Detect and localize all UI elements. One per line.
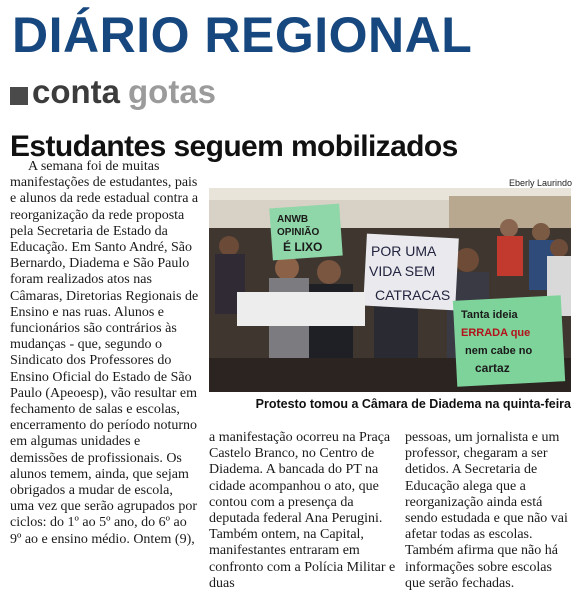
sign2-line-1: POR UMA: [371, 243, 437, 259]
section-label: [10, 70, 216, 114]
sign3-line-1: Tanta ideia: [461, 309, 518, 321]
section-word-1: conta: [32, 73, 121, 110]
article-column-2: a manifestação ocorreu na Praça Castelo Branco, no Centro de Diadema. A bancada do PT na cidade acompanhou o ato, que contou com a presença da deputada federal Ana Perugini. Também ontem, na Capital, manifestantes entraram em confronto com a Polícia Militar e duas: [209, 430, 396, 591]
article-photo: [209, 188, 571, 392]
section-word-2: gotas: [128, 73, 217, 110]
article-headline: Estudantes seguem mobilizados: [10, 130, 458, 163]
protest-photo-illustration: [209, 188, 571, 392]
article-column-1-text: A semana foi de muitas manifestações de estudantes, pais e alunos da rede estadual contra a reorganização da rede proposta pela Secretaria de Estado da Educação. Em Santo André, São Bernardo, Diadema e São Paulo foram realizados atos nas Câmaras, Diretorias Regionais de Ensino e nas ruas. Alunos e funcionários são contrários às mudanças - que, segundo o Sindicato dos Professores do Ensino Oficial do Estado de São Paulo (Apeoesp), vão resultar em fechamento de salas e escolas, encerramento do período noturno em algumas unidades e demissões de profissionais. Os alunos temem, ainda, que sejam obrigados a mudar de escola, uma vez que serão agrupados por ciclos: do 1º ao 5º ano, do 6º ao 9º ao e ensino médio. Ontem (9),: [10, 159, 199, 547]
sign2-line-3: CATRACAS: [375, 287, 451, 303]
photo-credit: Eberly Laurindo: [508, 178, 572, 188]
sign1-line-1: ANWB: [277, 214, 309, 225]
sign1-line-3: É LIXO: [283, 240, 323, 254]
article-column-1: [10, 159, 200, 604]
protest-sign-2: [363, 234, 459, 311]
protest-sign-3: [453, 295, 565, 387]
sign3-line-2: ERRADA que: [461, 327, 531, 339]
sign3-line-3: nem cabe no: [465, 345, 533, 357]
section-square-icon: [10, 87, 28, 105]
masthead-title: DIÁRIO REGIONAL: [12, 7, 473, 63]
photo-caption: Protesto tomou a Câmara de Diadema na quinta-feira: [255, 397, 571, 411]
white-banner: [237, 292, 365, 326]
sign1-line-2: OPINIÃO: [277, 227, 320, 238]
article-column-3: pessoas, um jornalista e um professor, chegaram a ser detidos. A Secretaria de Educação alega que a reorganização ainda está sendo estudada e que não vai afetar todas as escolas. Também afirma que não há informações sobre escolas que serão fechadas.: [405, 430, 568, 591]
sign2-line-2: VIDA SEM: [369, 263, 436, 279]
sign3-line-4: cartaz: [475, 361, 510, 375]
protest-sign-1: [269, 204, 342, 261]
